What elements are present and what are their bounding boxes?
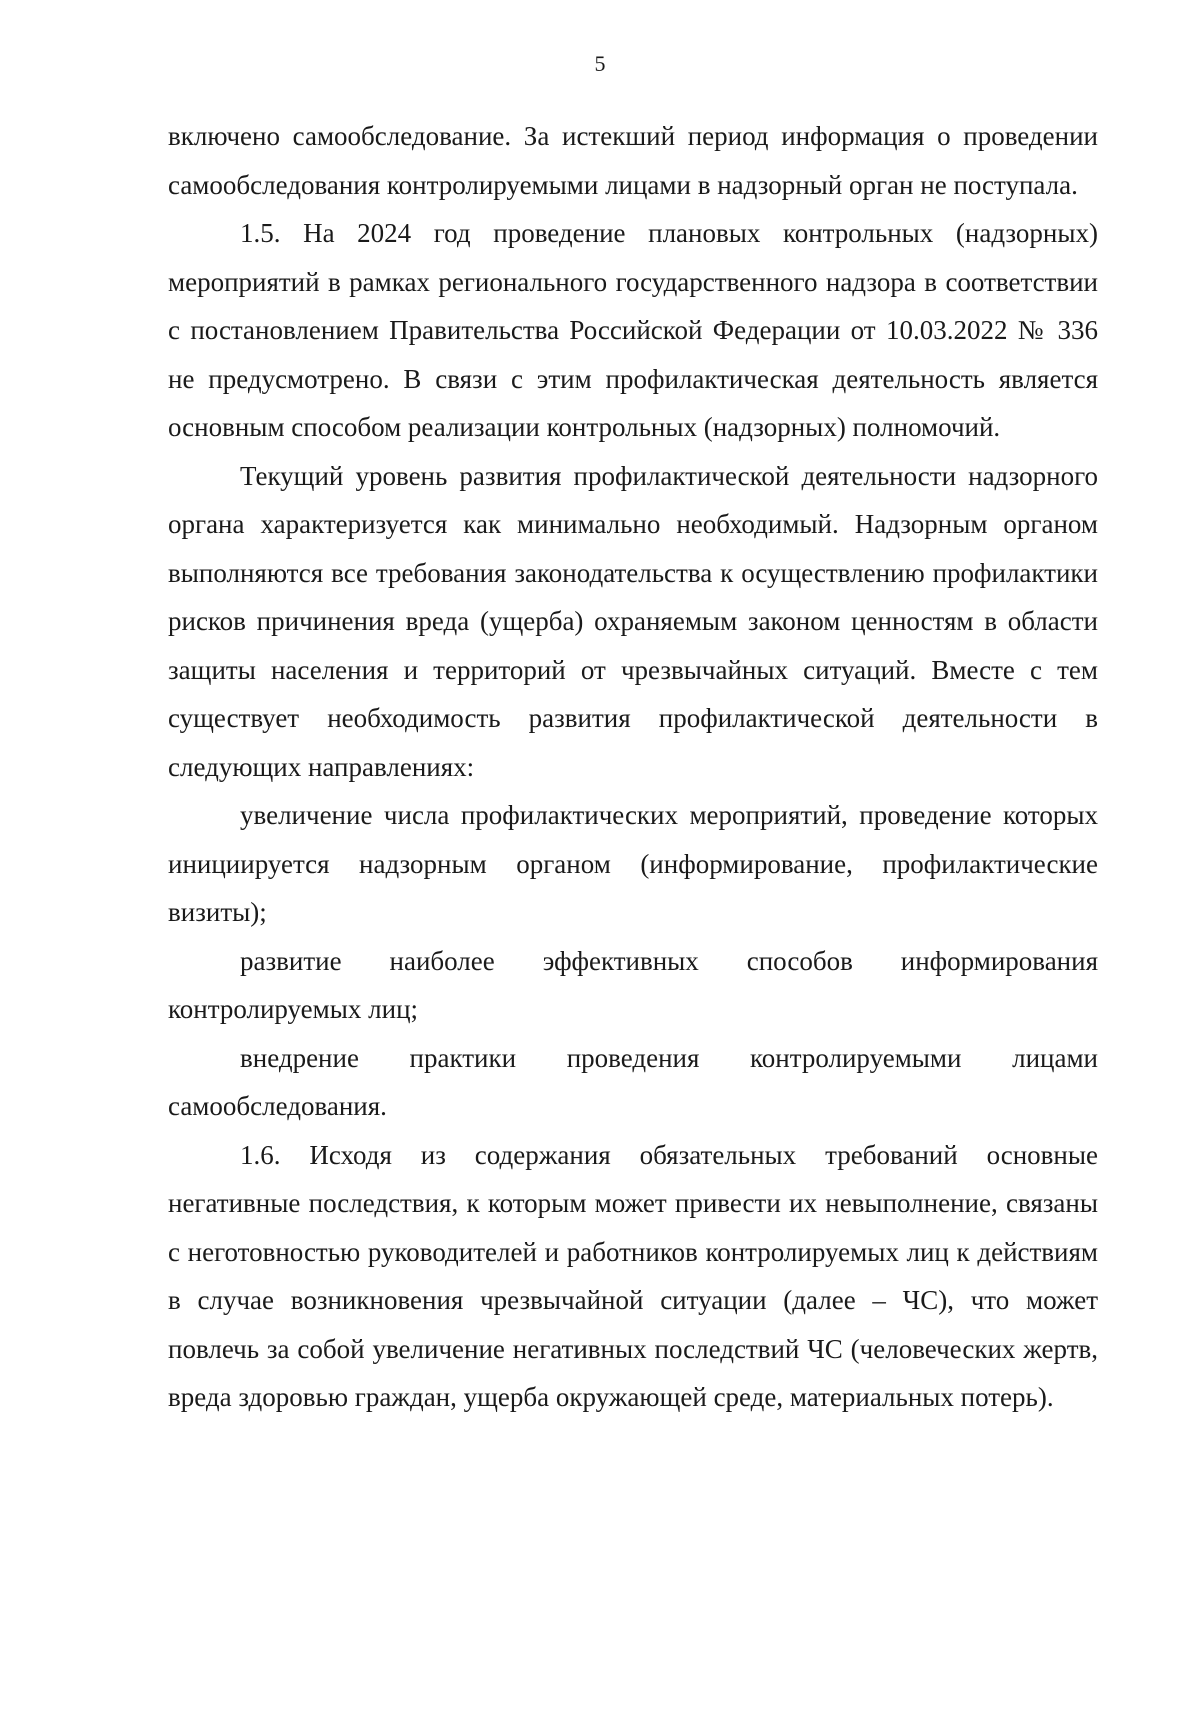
paragraph-section-1-6: 1.6. Исходя из содержания обязательных требований основные негативные последствия, к которым может привести их невыполнение, связаны с неготовностью руководителей и работников контролируемых лиц к действиям в случае возникновения чрезвычайной ситуации (далее – ЧС), что может повлечь за собой увеличение негативных последствий ЧС (человеческих жертв, вреда здоровью граждан, ущерба окружающей среде, материальных потерь). xyxy=(168,1139,1098,1412)
paragraph-continuation: включено самообследование. За истекший период информация о проведении самообследования контролируемыми лицами в надзорный орган не поступала. xyxy=(168,121,1098,200)
list-item-informing-methods: развитие наиболее эффективных способов информирования контролируемых лиц; xyxy=(168,945,1098,1024)
list-item-self-inspection: внедрение практики проведения контролируемыми лицами самообследования. xyxy=(168,1042,1098,1121)
page-number: 5 xyxy=(594,51,606,76)
paragraph-current-level: Текущий уровень развития профилактической деятельности надзорного органа характеризуется как минимально необходимый. Надзорным органом выполняются все требования законодательства к осуществлению профилактики рисков причинения вреда (ущерба) охраняемым законом ценностям в области защиты населения и территорий от чрезвычайных ситуаций. Вместе с тем существует необходимость развития профилактической деятельности в следующих направлениях: xyxy=(168,460,1098,782)
document-body xyxy=(168,112,1098,1422)
list-item-increase-measures: увеличение числа профилактических мероприятий, проведение которых инициируется надзорным органом (информирование, профилактические визиты); xyxy=(168,800,1098,927)
paragraph-section-1-5: 1.5. На 2024 год проведение плановых контрольных (надзорных) мероприятий в рамках регионального государственного надзора в соответствии с постановлением Правительства Российской Федерации от 10.03.2022 № 336 не предусмотрено. В связи с этим профилактическая деятельность является основным способом реализации контрольных (надзорных) полномочий. xyxy=(168,218,1098,442)
